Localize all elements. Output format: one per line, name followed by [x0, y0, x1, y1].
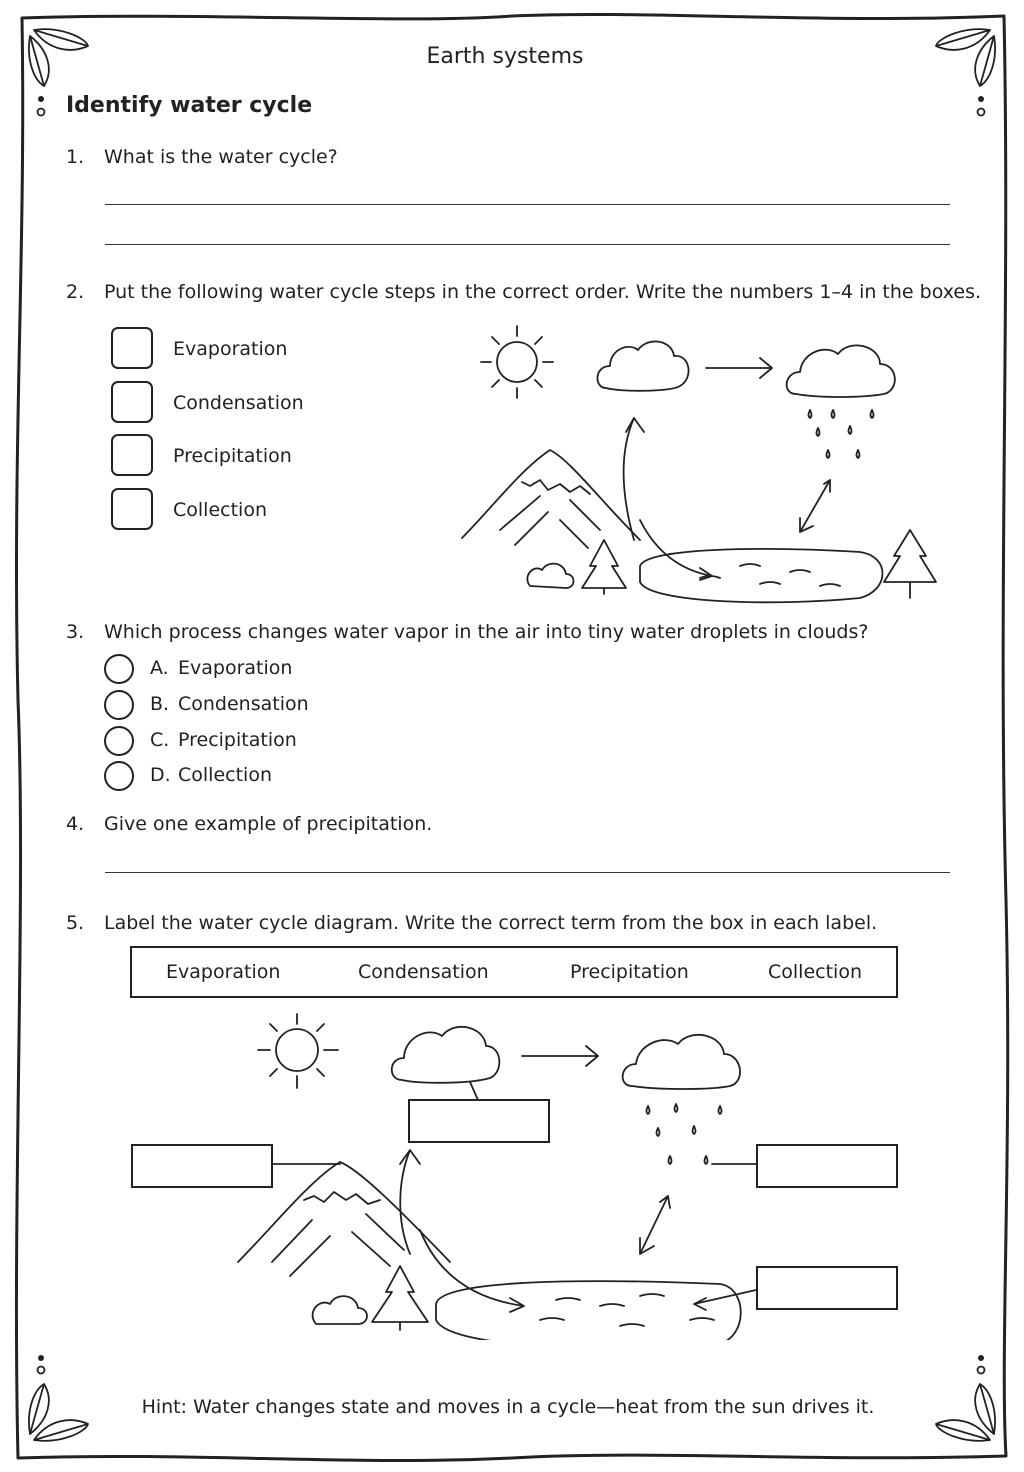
answer-line[interactable] [105, 204, 950, 205]
arrow-icon [400, 1150, 420, 1254]
pine-tree-icon [884, 530, 936, 598]
word-bank-term: Collection [768, 961, 862, 983]
step-label: Precipitation [173, 445, 292, 467]
question-number: 3. [66, 621, 85, 643]
label-box-evaporation[interactable] [131, 1144, 273, 1188]
option-text: Precipitation [178, 729, 297, 751]
question-number: 1. [66, 146, 85, 168]
hint-text: Hint: Water changes state and moves in a cycle—heat from the sun drives it. [141, 1396, 875, 1418]
question-text: Label the water cycle diagram. Write the correct term from the box in each label. [104, 912, 878, 934]
option-text: Evaporation [178, 657, 293, 679]
option-radio-d[interactable] [104, 761, 134, 791]
arrow-icon [420, 1230, 524, 1312]
option-letter: C. [150, 729, 170, 751]
option-letter: D. [150, 764, 171, 786]
word-bank-term: Condensation [358, 961, 489, 983]
question-text: Which process changes water vapor in the air into tiny water droplets in clouds? [104, 621, 869, 643]
order-box[interactable] [111, 434, 153, 476]
order-box[interactable] [111, 488, 153, 530]
option-letter: B. [150, 693, 170, 715]
option-radio-c[interactable] [104, 726, 134, 756]
bush-icon [313, 1296, 367, 1324]
step-label: Evaporation [173, 338, 288, 360]
arrow-icon [640, 1196, 670, 1254]
question-number: 5. [66, 912, 85, 934]
arrow-icon [522, 1046, 598, 1066]
order-box[interactable] [111, 327, 153, 369]
question-number: 2. [66, 281, 85, 303]
mountain-icon [462, 450, 640, 548]
cloud-icon [597, 341, 688, 390]
option-radio-a[interactable] [104, 654, 134, 684]
option-text: Collection [178, 764, 272, 786]
option-text: Condensation [178, 693, 309, 715]
label-box-condensation[interactable] [408, 1099, 550, 1143]
answer-line[interactable] [105, 872, 950, 873]
word-bank-term: Precipitation [570, 961, 689, 983]
lake-icon [436, 1281, 756, 1340]
sun-icon [258, 1014, 338, 1088]
label-box-precipitation[interactable] [756, 1144, 898, 1188]
label-box-collection[interactable] [756, 1266, 898, 1310]
water-cycle-illustration [450, 318, 950, 608]
pine-tree-icon [372, 1266, 428, 1330]
rain-cloud-icon [623, 1035, 756, 1164]
word-bank [130, 946, 898, 998]
question-text: Give one example of precipitation. [104, 813, 433, 835]
arrow-icon [706, 358, 772, 378]
worksheet-heading: Identify water cycle [66, 93, 313, 118]
order-box[interactable] [111, 381, 153, 423]
arrow-icon [800, 480, 830, 532]
step-label: Condensation [173, 392, 304, 414]
word-bank-term: Evaporation [166, 961, 281, 983]
question-text: Put the following water cycle steps in the correct order. Write the numbers 1–4 in the boxes. [104, 281, 982, 303]
bush-icon [527, 564, 573, 588]
step-label: Collection [173, 499, 267, 521]
rain-cloud-icon [787, 345, 895, 458]
question-number: 4. [66, 813, 85, 835]
subject-title: Earth systems [426, 44, 584, 69]
cloud-icon [392, 1027, 500, 1100]
answer-line[interactable] [105, 244, 950, 245]
lake-icon [640, 549, 883, 602]
option-radio-b[interactable] [104, 690, 134, 720]
option-letter: A. [150, 657, 169, 679]
question-text: What is the water cycle? [104, 146, 338, 168]
sun-icon [481, 326, 553, 398]
